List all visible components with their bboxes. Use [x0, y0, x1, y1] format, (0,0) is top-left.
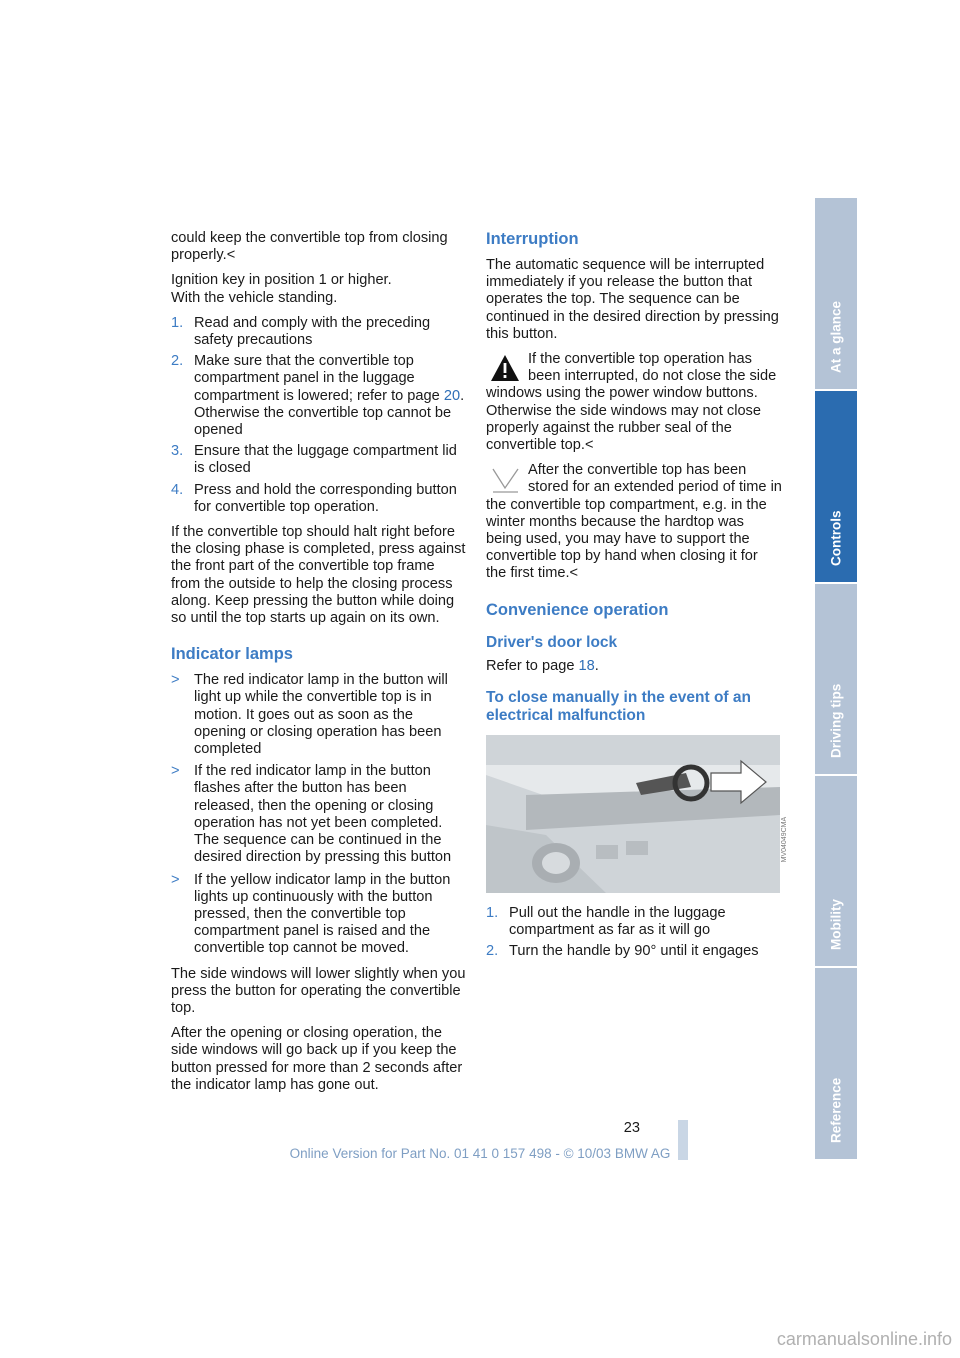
list-item: > The red indicator lamp in the button will light up while the convertible top is in motion. It goes out as soon as the opening or closing operation has been completed: [171, 672, 448, 758]
steps-list: [171, 315, 467, 516]
tab-controls[interactable]: Controls: [815, 391, 857, 582]
refer-paragraph: Refer to page 18.: [486, 657, 599, 674]
handle-illustration: [486, 735, 780, 893]
list-item: > If the red indicator lamp in the button flashes after the button has been released, then the opening or closing operation has not yet been completed. The sequence can be continued in the desired direction by pressing this button: [171, 763, 452, 866]
heading-manual-close: To close manually in the event of an electrical malfunction: [486, 688, 751, 724]
tab-reference[interactable]: Reference: [815, 968, 857, 1159]
checkmark-note-icon: [490, 464, 520, 494]
list-item: 4. Press and hold the corresponding button for convertible top operation.: [171, 481, 457, 515]
page-link-18[interactable]: 18: [578, 657, 595, 674]
end-mark: <: [584, 437, 594, 454]
watermark: carmanualsonline.info: [776, 1329, 952, 1349]
tab-at-a-glance[interactable]: At a glance: [815, 198, 857, 389]
tab-mobility[interactable]: Mobility: [815, 776, 857, 966]
heading-convenience: Convenience operation: [486, 600, 669, 619]
page-number: 23: [623, 1120, 640, 1136]
windows-paragraph: The side windows will lower slightly when you press the button for operating the convertible top.: [171, 965, 466, 1016]
tip-note: After the convertible top has been stored for an extended period of time in the convertible top compartment, e.g. in the winter months because the hardtop was being used, you may have to support the convertible top by hand when closing it for the first time.<: [486, 462, 782, 582]
vehicle-standing-paragraph: With the vehicle standing.: [171, 289, 338, 306]
interruption-paragraph: The automatic sequence will be interrupted immediately if you release the button that operates the top. The sequence can be continued in the desired direction by pressing this button.: [486, 257, 779, 342]
heading-door-lock: Driver's door lock: [486, 633, 618, 651]
list-item: > If the yellow indicator lamp in the button lights up continuously with the button pressed, then the convertible top compartment panel is raised and the convertible top cannot be moved.: [171, 871, 451, 957]
left-column: [171, 230, 467, 1102]
tab-driving-tips[interactable]: Driving tips: [815, 584, 857, 774]
ignition-paragraph: Ignition key in position 1 or higher.: [171, 272, 392, 289]
handle-figure: [486, 735, 789, 893]
list-item: 2. Turn the handle by 90° until it engages: [486, 943, 759, 960]
list-item: 1. Pull out the handle in the luggage compartment as far as it will go: [486, 904, 726, 939]
end-mark: <: [569, 565, 579, 582]
right-column: [486, 230, 789, 968]
figure-code: MV04049CMA: [781, 816, 789, 863]
list-item: 2. Make sure that the convertible top compartment panel in the luggage compartment is lowered; refer to page 20. Otherwise the convertible top cannot be opened: [171, 353, 465, 439]
list-item: 3. Ensure that the luggage compartment lid is closed: [171, 443, 457, 477]
after-paragraph: After the opening or closing operation, the side windows will go back up if you keep the button pressed for more than 2 seconds after the indicator lamp has gone out.: [171, 1025, 463, 1093]
list-item: 1. Read and comply with the preceding safety precautions: [171, 314, 431, 349]
end-mark: <: [226, 247, 236, 264]
heading-indicator-lamps: Indicator lamps: [171, 645, 293, 664]
warning-triangle-icon: [490, 353, 520, 383]
halt-paragraph: If the convertible top should halt right before the closing phase is completed, press against the front part of the convertible top frame from the outside to help the closing process along. Keep pressing the button while doing so until the top starts up again on its own.: [171, 524, 466, 627]
indicator-list: [171, 672, 467, 957]
manual-steps-list: [486, 905, 782, 961]
page-link-20[interactable]: 20: [443, 387, 461, 404]
heading-interruption: Interruption: [486, 230, 579, 248]
warning-note: If the convertible top operation has been interrupted, do not close the side windows using the power window buttons. Otherwise the side windows may not close properly against the rubber seal of the convertible top.<: [486, 351, 777, 454]
footer-text: Online Version for Part No. 01 41 0 157 498 - © 10/03 BMW AG: [289, 1146, 671, 1161]
intro-paragraph: could keep the convertible top from closing properly.<: [171, 230, 448, 264]
